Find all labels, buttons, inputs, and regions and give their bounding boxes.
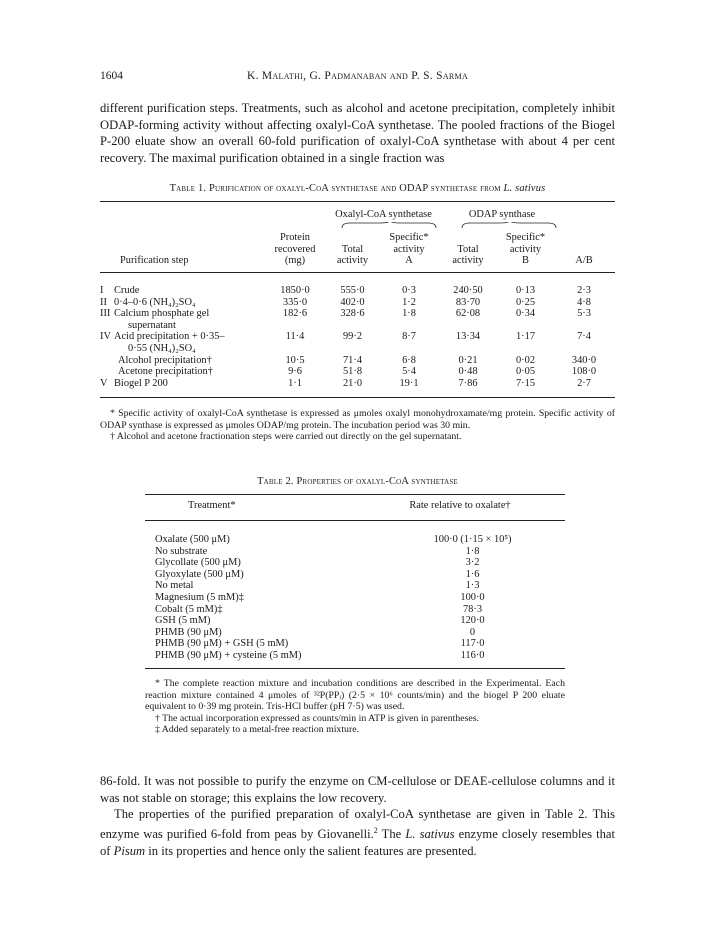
table-row: Cobalt (5 mM)‡ 78·3: [155, 603, 483, 615]
table-row: supernatant: [128, 319, 176, 331]
table1-footnote-star: * Specific activity of oxalyl-CoA synthetase is expressed as μmoles oxalyl monohydroxamate/mg protein. Specific activity of ODAP synthase is expressed as μmoles ODAP/mg protein. The incubation period was 30 min.: [100, 408, 615, 431]
table-row: 0·55 (NH₄)₂SO₄: [128, 342, 196, 354]
table1-col-total-b: Total activity: [452, 243, 484, 267]
intro-paragraph: different purification steps. Treatments, such as alcohol and acetone precipitation, completely inhibit ODAP-forming activity without affecting oxalyl-CoA synthetase. The pooled fractions of the Biogel P-200 eluate show an overall 60-fold purification of oxalyl-CoA synthetase with about 4 per cent recovery. The maximal purification obtained in a single fraction was: [100, 101, 615, 165]
table1-group-header-odap: ODAP synthase: [468, 209, 536, 220]
table1-col-step: Purification step: [120, 255, 189, 266]
table1-footnotes: [100, 408, 615, 443]
body-paragraph-2: The properties of the purified preparation of oxalyl-CoA synthetase are given in Table 2. This enzyme was purified 6-fold from peas by Giovanelli.$^2$ The L. sativus enzyme closely resembles that of Pisum in its properties and hence only the salient features are presented.: [100, 807, 615, 858]
table1-top-rule: [100, 201, 615, 202]
body-text: [100, 773, 615, 859]
table-row: No substrate 1·8: [155, 545, 480, 557]
table2-col-treatment: Treatment*: [188, 500, 236, 511]
table1-group-braces: [340, 222, 560, 230]
table1-col-protein: Protein recovered (mg): [274, 232, 316, 267]
table2-caption: Table 2. Properties of oxalyl-CoA synthetase: [257, 476, 458, 487]
running-authors: K. Malathi, G. Padmanaban and P. S. Sarma: [246, 70, 469, 82]
table1-body: [100, 285, 615, 389]
table-row: IV Acid precipitation + 0·35– 11·4 99·2 8·7 13·34 1·17 7·4: [100, 331, 591, 343]
table-row: Magnesium (5 mM)‡ 100·0: [155, 591, 485, 603]
table1-header-rule: [100, 272, 615, 273]
table-row: PHMB (90 μM) + GSH (5 mM) 117·0: [155, 638, 485, 650]
table2-header-rule: [145, 520, 565, 521]
table-row: II 0·4–0·6 (NH₄)₂SO₄ 335·0 402·0 1·2 83·70 0·25 4·8: [100, 296, 591, 308]
table1-caption: Table 1. Purification of oxalyl-CoA synthetase and ODAP synthetase from L. sativus: [169, 183, 546, 194]
table-row: GSH (5 mM) 120·0: [155, 615, 485, 627]
table1-footnote-dagger: † Alcohol and acetone fractionation steps were carried out directly on the gel supernatant.: [110, 431, 462, 443]
table1-group-header-oxalyl: Oxalyl-CoA synthetase: [335, 209, 432, 220]
table2-bottom-rule: [145, 668, 565, 669]
body-paragraph-1: 86-fold. It was not possible to purify the enzyme on CM-cellulose or DEAE-cellulose columns and it was not stable on storage; this explains the low recovery.: [100, 774, 615, 805]
table2-col-rate: Rate relative to oxalate†: [409, 500, 511, 511]
table1-col-spec-a: Specific* activity A: [389, 232, 429, 267]
table-row: Acetone precipitation† 9·6 51·8 5·4 0·48 0·05 108·0: [118, 366, 597, 378]
table-row: Glycollate (500 μM) 3·2: [155, 557, 480, 569]
table1-col-ab: A/B: [575, 255, 593, 267]
table-row: No metal 1·3: [155, 580, 480, 592]
table2-footnotes: [145, 678, 565, 736]
table2-body: [155, 534, 555, 662]
table1-col-spec-b: Specific* activity B: [505, 232, 546, 267]
table1-col-total-a: Total activity: [336, 243, 369, 267]
table2-footnote-ddagger: ‡ Added separately to a metal-free reaction mixture.: [155, 724, 360, 736]
table-row: PHMB (90 μM) + cysteine (5 mM) 116·0: [155, 649, 485, 661]
page-number: 1604: [100, 70, 123, 82]
table2-footnote-star: * The complete reaction mixture and incubation conditions are described in the Experimental. Each reaction mixture contained 4 μmoles of ³²P(PPᵢ) (2·5 × 10⁶ counts/min) and the biogel P 200 eluate equivalent to 0·39 mg protein. Tris-HCl buffer (pH 7·5) was used.: [145, 678, 565, 713]
table-row: III Calcium phosphate gel 182·6 328·6 1·8 62·08 0·34 5·3: [100, 308, 591, 320]
table-row: PHMB (90 μM) 0: [155, 626, 476, 638]
table-row: Oxalate (500 μM) 100·0 (1·15 × 10⁵): [155, 534, 512, 545]
table-row: Glyoxylate (500 μM) 1·6: [155, 568, 480, 580]
table1-bottom-rule: [100, 397, 615, 398]
table-row: I Crude 1850·0 555·0 0·3 240·50 0·13 2·3: [100, 285, 591, 296]
table-row: Alcohol precipitation† 10·5 71·4 6·8 0·21 0·02 340·0: [118, 354, 597, 366]
table2-footnote-dagger: † The actual incorporation expressed as counts/min in ATP is given in parentheses.: [155, 712, 480, 724]
table2-top-rule: [145, 494, 565, 495]
table-row: V Biogel P 200 1·1 21·0 19·1 7·86 7·15 2·7: [100, 377, 591, 389]
